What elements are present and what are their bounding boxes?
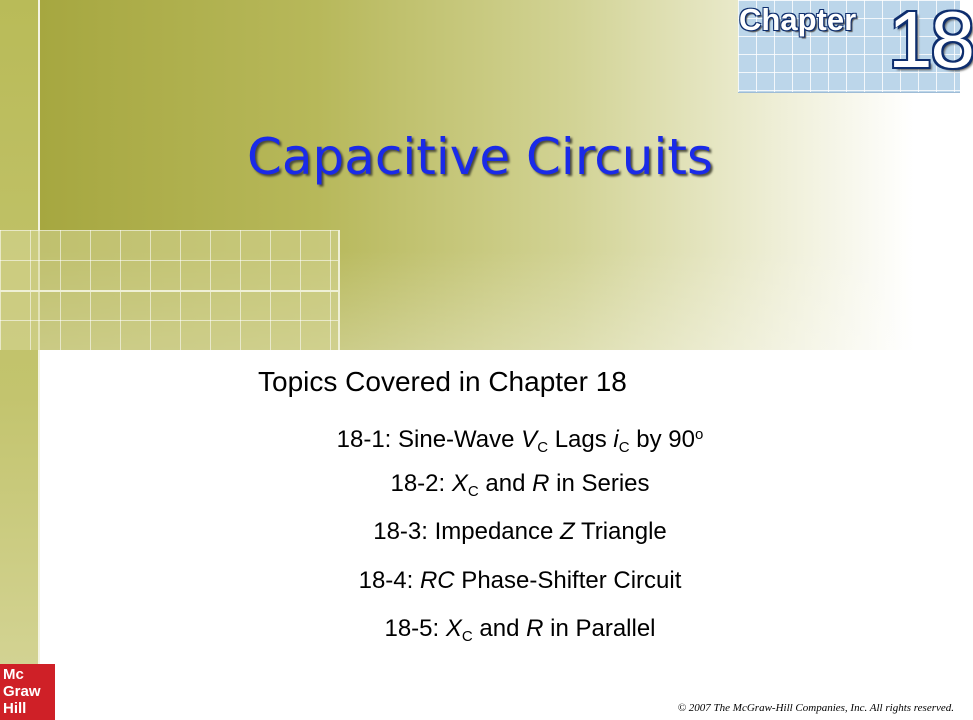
topics-heading: Topics Covered in Chapter 18: [258, 366, 627, 397]
tile-divider-horizontal: [0, 290, 340, 292]
topic-item: 18-4: RC Phase-Shifter Circuit: [358, 566, 682, 594]
chapter-label: Chapter: [739, 2, 857, 37]
copyright-notice: © 2007 The McGraw-Hill Companies, Inc. All rights reserved.: [677, 702, 954, 714]
slide-title: Capacitive Circuits: [246, 128, 714, 186]
topic-item: 18-5: $X_C$ and R in Parallel: [384, 615, 656, 645]
left-accent-band: [0, 0, 38, 720]
topics-list: [100, 418, 940, 661]
tile-divider-vertical: [338, 230, 340, 350]
topic-item: 18-1: Sine-Wave $V_C$ Lags $i_C$ by 90$^o$: [336, 426, 704, 456]
chapter-number: 18: [888, 0, 973, 84]
mcgraw-hill-logo: Mc Graw Hill: [0, 664, 55, 720]
topic-item: 18-2: $X_C$ and R in Series: [390, 469, 650, 500]
topic-item: 18-3: Impedance Z Triangle: [373, 518, 667, 545]
